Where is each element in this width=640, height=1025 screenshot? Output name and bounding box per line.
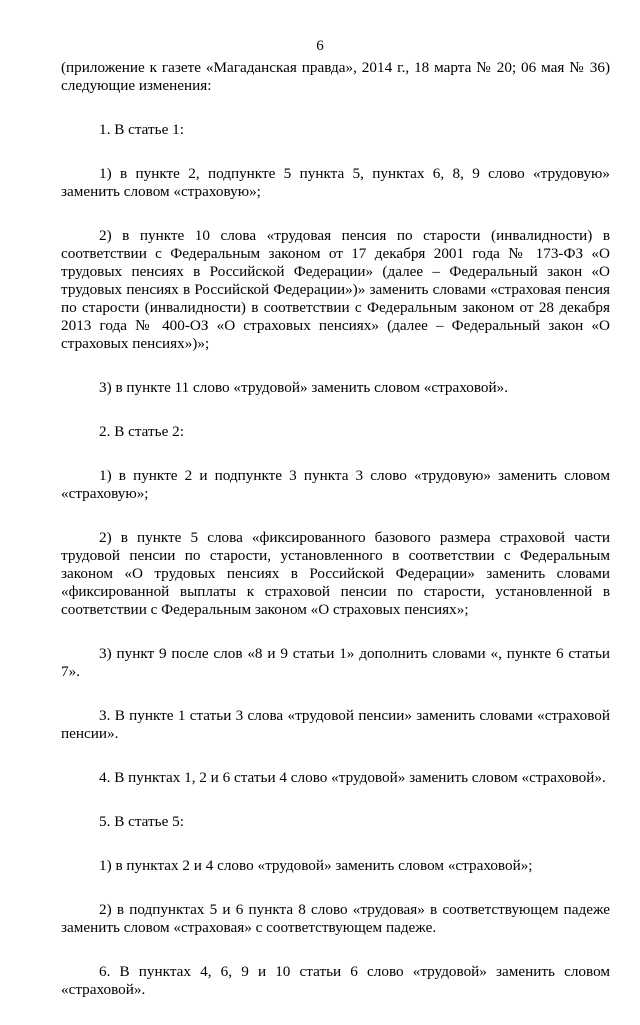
paragraph-article-3: 3. В пункте 1 статьи 3 слова «трудовой пенсии» заменить словами «страховой пенсии». <box>61 707 610 742</box>
paragraph-article-6: 6. В пунктах 4, 6, 9 и 10 статьи 6 слово «трудовой» заменить словом «страховой». <box>61 963 610 998</box>
paragraph-article-5-item-2: 2) в подпунктах 5 и 6 пункта 8 слово «трудовая» в соответствующем падеже заменить словом «страховая» с соответствующем падеже. <box>61 901 610 936</box>
paragraph-article-1-heading: 1. В статье 1: <box>99 121 184 138</box>
paragraph-article-4: 4. В пунктах 1, 2 и 6 статьи 4 слово «трудовой» заменить словом «страховой». <box>99 769 606 786</box>
paragraph-article-2-heading: 2. В статье 2: <box>99 423 184 440</box>
paragraph-article-1-item-3: 3) в пункте 11 слово «трудовой» заменить словом «страховой». <box>99 379 509 396</box>
paragraph-article-2-item-2: 2) в пункте 5 слова «фиксированного базового размера страховой части трудовой пенсии по старости, установленного в соответствии с Федеральным законом «О трудовых пенсиях в Российской Федерации» заменить словами «фиксированной выплаты к страховой пенсии по старости, установленной в соответствии с Федеральным законом «О страховых пенсиях»; <box>61 529 610 618</box>
document-body <box>61 59 610 1025</box>
paragraph-article-1-item-2: 2) в пункте 10 слова «трудовая пенсия по старости (инвалидности) в соответствии с Федеральным законом от 17 декабря 2001 года № 173-ФЗ «О трудовых пенсиях в Российской Федерации» (далее – Федеральный закон «О трудовых пенсиях в Российской Федерации»)» заменить словами «страховая пенсия по старости (инвалидности) в соответствии с Федеральным законом от 28 декабря 2013 года № 400-ОЗ «О страховых пенсиях» (далее – Федеральный закон «О страховых пенсиях»)»; <box>61 227 610 352</box>
paragraph-article-5-heading: 5. В статье 5: <box>99 813 184 830</box>
paragraph-article-2-item-3: 3) пункт 9 после слов «8 и 9 статьи 1» дополнить словами «, пункте 6 статьи 7». <box>61 645 610 680</box>
paragraph-article-2-item-1: 1) в пункте 2 и подпункте 3 пункта 3 слово «трудовую» заменить словом «страховую»; <box>61 467 610 502</box>
paragraph-article-5-item-1: 1) в пунктах 2 и 4 слово «трудовой» заменить словом «страховой»; <box>99 857 533 874</box>
paragraph-article-1-item-1: 1) в пункте 2, подпункте 5 пункта 5, пунктах 6, 8, 9 слово «трудовую» заменить словом «страховую»; <box>61 165 610 200</box>
paragraph-intro-continuation: (приложение к газете «Магаданская правда», 2014 г., 18 марта № 20; 06 мая № 36) следующие изменения: <box>61 59 610 94</box>
page-number: 6 <box>316 38 324 54</box>
